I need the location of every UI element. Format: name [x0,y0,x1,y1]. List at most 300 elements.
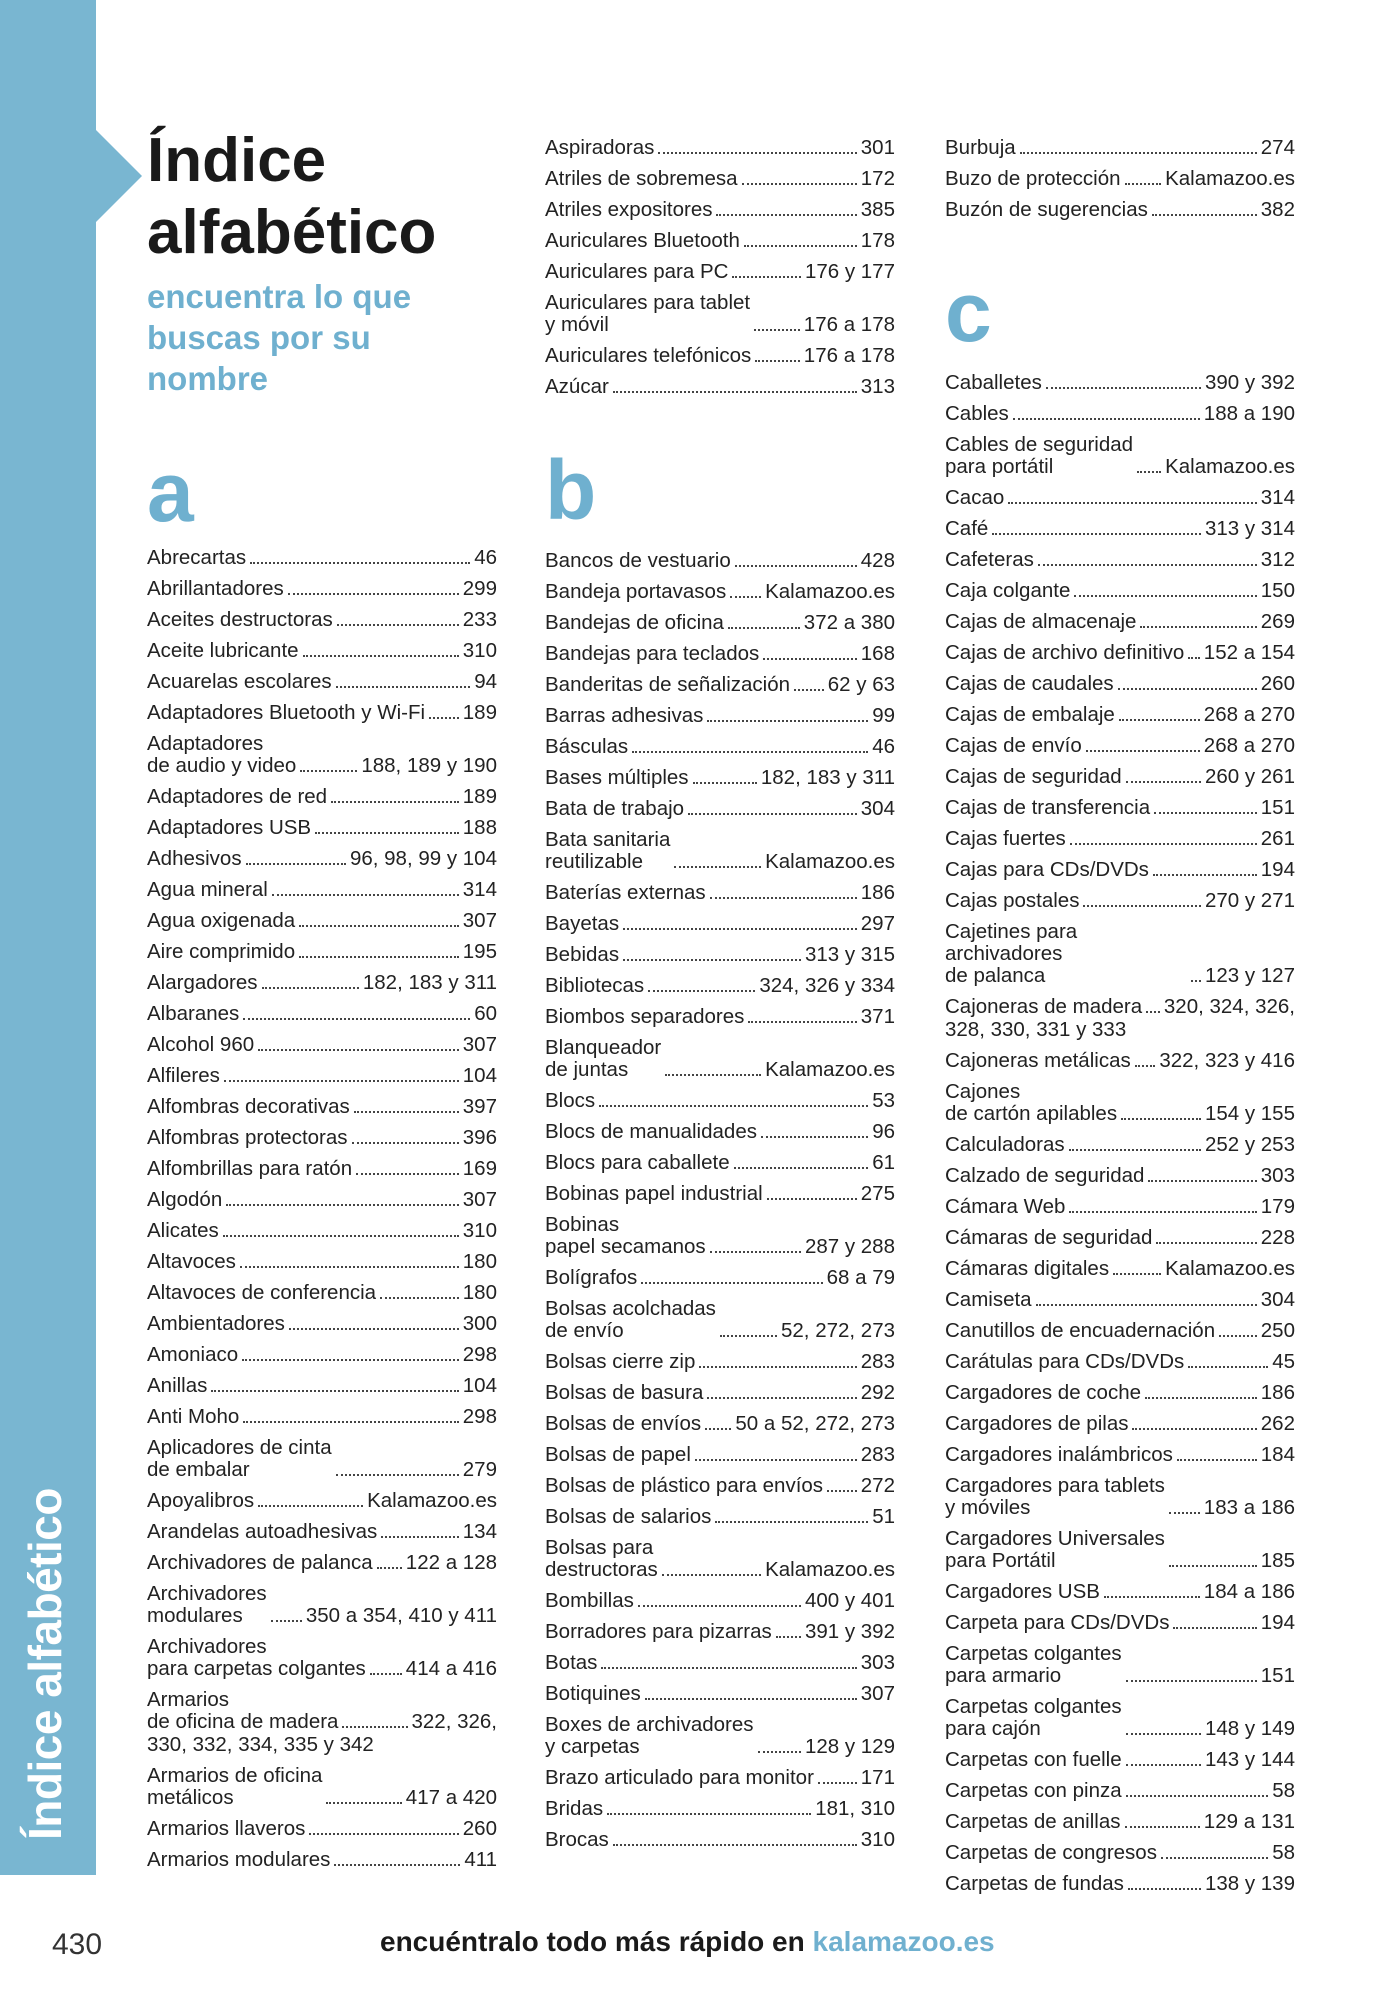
index-entry [545,195,895,226]
index-entry-page: 322, 326, [411,1710,497,1733]
index-entry [545,1148,895,1179]
index-entry-page: 397 [462,1095,497,1118]
index-entry-label: Auriculares telefónicos [545,344,752,367]
index-entry-page: 324, 326 y 334 [759,974,895,997]
index-entry-page: 188 a 190 [1203,402,1295,425]
leader-dots [1154,812,1257,814]
index-entry-label: Brocas [545,1828,609,1851]
index-entry-label: Cajas fuertes [945,827,1066,850]
leader-dots [1121,1118,1201,1120]
leader-dots [352,1142,459,1144]
index-entry-page: 250 [1260,1319,1295,1342]
index-entry [147,729,497,782]
leader-dots [1125,183,1162,185]
index-entry-label: Auriculares para tablet y móvil [545,291,751,336]
index-entry-label: Bayetas [545,912,620,935]
index-entry [545,608,895,639]
index-entry-page: 313 y 314 [1204,517,1295,540]
leader-dots [354,1111,459,1113]
index-entry-label: Agua oxigenada [147,909,296,932]
page-subtitle: encuentra lo que buscas por su nombre [147,278,412,397]
index-entry-label: Bolsas de basura [545,1381,704,1404]
index-entry-page: 228 [1260,1226,1295,1249]
index-entry-label: Básculas [545,735,629,758]
index-entry-label: Banderitas de señalización [545,673,791,696]
index-entry [945,731,1295,762]
index-entry-page: 58 [1272,1779,1295,1802]
leader-dots [1104,1596,1200,1598]
index-entry-label: Barras adhesivas [545,704,704,727]
index-entry-page: 310 [462,639,497,662]
leader-dots [300,770,357,772]
index-entry [945,1019,1295,1046]
index-entry [545,288,895,341]
leader-dots [767,1198,857,1200]
index-entry [945,1471,1295,1524]
leader-dots [699,1366,856,1368]
leader-dots [695,1459,857,1461]
index-entry [147,1548,497,1579]
leader-dots [262,987,359,989]
leader-dots [1126,1733,1201,1735]
index-entry-label: Cajoneras metálicas [945,1049,1131,1072]
index-entry-page: 122 a 128 [405,1551,497,1574]
index-entry [545,1086,895,1117]
index-entry-label: Carpetas colgantes para armario [945,1642,1122,1687]
index-entry-page: 391 y 392 [804,1620,895,1643]
index-entry [147,1814,497,1845]
index-entry [945,1046,1295,1077]
index-entry-label: Carpetas de fundas [945,1872,1124,1895]
index-entry-label: Calzado de seguridad [945,1164,1145,1187]
index-entry-page: 168 [860,642,895,665]
index-entry-label: Armarios llaveros [147,1817,306,1840]
footer-brand-link[interactable]: kalamazoo.es [812,1926,995,1957]
index-entry [545,670,895,701]
index-entry-page: Kalamazoo.es [1165,167,1295,190]
leader-dots [1145,1397,1257,1399]
index-entry-page: 46 [872,735,895,758]
index-entry-page: 143 y 144 [1204,1748,1295,1771]
index-entry-label: Cajas de archivo definitivo [945,641,1185,664]
leader-dots [429,717,459,719]
leader-dots [1118,688,1257,690]
index-entry [945,430,1295,483]
index-entry-label: Bolígrafos [545,1266,638,1289]
index-entry-label: Burbuja [945,136,1016,159]
index-entry [147,844,497,875]
index-entry-label: Atriles de sobremesa [545,167,738,190]
leader-dots [715,1521,868,1523]
footer-tagline [380,1926,995,1958]
index-entry-label: Altavoces [147,1250,236,1273]
index-entry [545,133,895,164]
section-letter-c: c [945,265,992,359]
leader-dots [1156,1242,1256,1244]
index-entry [545,940,895,971]
leader-dots [1125,1826,1200,1828]
index-entry-page: 268 a 270 [1203,703,1295,726]
index-entry-page: 270 y 271 [1204,889,1295,912]
index-entry-page: 261 [1260,827,1295,850]
index-entry-page: 312 [1260,548,1295,571]
leader-dots [1152,214,1257,216]
index-entry-label: Brazo articulado para monitor [545,1766,814,1789]
leader-dots [337,624,459,626]
index-entry [945,399,1295,430]
leader-dots [763,658,857,660]
index-entry-page: 96 [872,1120,895,1143]
leader-dots [299,956,459,958]
leader-dots [734,1167,869,1169]
index-entry-page: 151 [1260,796,1295,819]
index-entry-label: Alicates [147,1219,219,1242]
leader-dots [315,832,459,834]
index-entry-page: 171 [860,1766,895,1789]
leader-dots [613,391,857,393]
leader-dots [728,627,800,629]
index-entry-label: 330, 332, 334, 335 y 342 [147,1733,374,1756]
index-entry-label: Armarios de oficina de madera [147,1688,339,1733]
index-entry-label: Blocs [545,1089,596,1112]
index-entry [945,483,1295,514]
index-entry [945,1524,1295,1577]
index-entry-page: Kalamazoo.es [367,1489,497,1512]
index-entry [147,574,497,605]
index-entry [945,576,1295,607]
index-entry-label: Borradores para pizarras [545,1620,772,1643]
index-column-b-continued [945,133,1295,226]
index-entry-page: 307 [462,1033,497,1056]
index-entry [147,1092,497,1123]
leader-dots [1069,1149,1201,1151]
index-entry-label: Albaranes [147,1002,240,1025]
index-entry-label: Aplicadores de cinta de embalar [147,1436,332,1481]
index-entry-page: 176 a 178 [803,313,895,336]
index-entry [545,1502,895,1533]
index-entry [945,1378,1295,1409]
index-entry-label: Armarios modulares [147,1848,331,1871]
index-entry-page: 195 [462,940,497,963]
leader-dots [331,801,459,803]
index-entry [945,1285,1295,1316]
index-entry-label: Cámaras digitales [945,1257,1110,1280]
leader-dots [303,655,459,657]
leader-dots [818,1782,857,1784]
index-entry-label: Apoyalibros [147,1489,255,1512]
leader-dots [710,897,857,899]
index-entry-page: 189 [462,785,497,808]
index-entry-page: 314 [462,878,497,901]
index-entry-page: 300 [462,1312,497,1335]
index-entry-label: Buzón de sugerencias [945,198,1148,221]
index-entry-label: Bobinas papel industrial [545,1182,763,1205]
index-entry [945,514,1295,545]
index-entry [545,1179,895,1210]
index-entry-page: 400 y 401 [804,1589,895,1612]
index-entry-page: 382 [1260,198,1295,221]
index-entry-label: Altavoces de conferencia [147,1281,377,1304]
index-entry [147,636,497,667]
page-title: Índice alfabético [147,126,437,267]
index-entry [945,1223,1295,1254]
index-entry-page: 313 [860,375,895,398]
leader-dots [1173,1627,1256,1629]
leader-dots [223,1235,459,1237]
index-entry-page: 303 [860,1651,895,1674]
index-entry-label: Auriculares Bluetooth [545,229,740,252]
index-entry-page: 96, 98, 99 y 104 [349,847,497,870]
index-entry-label: Armarios de oficina metálicos [147,1764,323,1809]
leader-dots [613,1844,857,1846]
index-entry-page: 150 [1260,579,1295,602]
index-entry-label: Bombillas [545,1589,634,1612]
index-entry-label: Aceite lubricante [147,639,299,662]
index-entry [545,701,895,732]
index-entry-page: 260 y 261 [1204,765,1295,788]
index-entry-label: Bolsas cierre zip [545,1350,696,1373]
leader-dots [1153,874,1257,876]
index-entry-label: Carpetas colgantes para cajón [945,1695,1122,1740]
index-entry-label: Abrillantadores [147,577,284,600]
index-entry-page: 194 [1260,1611,1295,1634]
index-entry-page: Kalamazoo.es [765,1058,895,1081]
index-entry-page: 313 y 315 [804,943,895,966]
leader-dots [289,1328,459,1330]
leader-dots [1126,1795,1269,1797]
index-entry-label: Bandeja portavasos [545,580,727,603]
leader-dots [1135,1065,1156,1067]
index-entry-label: Ambientadores [147,1312,285,1335]
leader-dots [242,1359,459,1361]
index-entry [545,1347,895,1378]
index-entry [147,1486,497,1517]
leader-dots [309,1833,458,1835]
leader-dots [224,1080,459,1082]
index-entry-label: Bolsas de salarios [545,1505,712,1528]
index-entry [945,1316,1295,1347]
leader-dots [794,689,824,691]
index-entry-page: 279 [462,1458,497,1481]
index-entry [945,1639,1295,1692]
index-entry-label: Cargadores de pilas [945,1412,1129,1435]
leader-dots [1126,781,1201,783]
index-entry-label: Anillas [147,1374,208,1397]
index-entry-label: 328, 330, 331 y 333 [945,1018,1127,1041]
index-entry-label: Bobinas papel secamanos [545,1213,706,1258]
leader-dots [607,1813,811,1815]
leader-dots [250,562,470,564]
index-entry [545,794,895,825]
index-entry [545,1825,895,1856]
index-entry-label: Cargadores inalámbricos [945,1443,1173,1466]
index-entry [545,1378,895,1409]
index-entry-page: 260 [1260,672,1295,695]
index-entry-page: 303 [1260,1164,1295,1187]
index-entry-label: Cajas de seguridad [945,765,1122,788]
index-column-a [147,543,497,1876]
index-entry-page: 58 [1272,1841,1295,1864]
index-entry-label: Carpetas de congresos [945,1841,1157,1864]
index-entry-page: 178 [860,229,895,252]
index-entry-label: Café [945,517,989,540]
index-entry-page: 274 [1260,136,1295,159]
index-entry [545,878,895,909]
index-entry [545,1263,895,1294]
index-entry [147,813,497,844]
leader-dots [1069,1211,1256,1213]
leader-dots [744,245,857,247]
index-entry [545,1002,895,1033]
index-entry-label: Acuarelas escolares [147,670,332,693]
index-entry [545,226,895,257]
index-entry-page: 62 y 63 [827,673,895,696]
leader-dots [272,894,459,896]
index-entry-page: 252 y 253 [1204,1133,1295,1156]
index-entry [945,1254,1295,1285]
index-entry [945,669,1295,700]
index-entry-page: 320, 324, 326, [1163,995,1295,1018]
index-entry [147,1517,497,1548]
index-entry-label: Blanqueador de juntas [545,1036,662,1081]
index-entry-label: Adaptadores de audio y video [147,732,297,777]
leader-dots [1132,1428,1256,1430]
index-entry-page: 51 [872,1505,895,1528]
index-entry [147,1579,497,1632]
index-entry [945,195,1295,226]
index-entry [545,1471,895,1502]
index-entry [147,698,497,729]
leader-dots [732,276,800,278]
leader-dots [735,565,857,567]
index-entry-page: 292 [860,1381,895,1404]
index-entry-label: Boxes de archivadores y carpetas [545,1713,754,1758]
leader-dots [645,1698,857,1700]
index-entry-page: Kalamazoo.es [765,580,895,603]
leader-dots [1140,626,1256,628]
leader-dots [623,928,857,930]
index-entry [545,1409,895,1440]
index-entry [945,917,1295,992]
index-entry-page: 298 [462,1343,497,1366]
leader-dots [1036,1304,1257,1306]
leader-dots [720,1335,777,1337]
index-entry-label: Alfombrillas para ratón [147,1157,353,1180]
leader-dots [1191,980,1201,982]
index-entry-label: Bolsas de envíos [545,1412,702,1435]
leader-dots [1148,1180,1256,1182]
leader-dots [601,1667,856,1669]
index-entry-page: 275 [860,1182,895,1205]
index-entry-page: 307 [462,909,497,932]
index-entry-label: Carátulas para CDs/DVDs [945,1350,1185,1373]
index-entry-label: Biombos separadores [545,1005,745,1028]
index-entry [545,341,895,372]
index-entry [147,1433,497,1486]
index-entry-page: 297 [860,912,895,935]
footer-text: encuéntralo todo más rápido en [380,1926,805,1957]
index-entry-label: Blocs para caballete [545,1151,730,1174]
index-entry-label: Adaptadores USB [147,816,312,839]
index-entry-label: Aire comprimido [147,940,296,963]
leader-dots [1008,502,1257,504]
index-entry-label: Alfileres [147,1064,220,1087]
leader-dots [243,1421,458,1423]
index-entry-page: 61 [872,1151,895,1174]
leader-dots [1020,152,1257,154]
index-entry-label: Cargadores de coche [945,1381,1142,1404]
index-entry [545,1533,895,1586]
index-entry-page: 301 [860,136,895,159]
index-entry [945,638,1295,669]
index-entry [545,732,895,763]
index-entry [945,1807,1295,1838]
page-number: 430 [52,1928,103,1961]
index-entry-page: 182, 183 y 311 [362,971,497,994]
index-entry-page: 310 [462,1219,497,1242]
index-entry-page: 68 a 79 [826,1266,895,1289]
index-entry-label: Bata de trabajo [545,797,685,820]
index-entry [147,667,497,698]
index-entry-label: Bancos de vestuario [545,549,731,572]
sidebar-arrow-icon [96,130,142,222]
index-entry-label: Cajas de embalaje [945,703,1115,726]
index-entry-label: Aspiradoras [545,136,655,159]
index-entry [945,1130,1295,1161]
index-entry-page: 148 y 149 [1204,1717,1295,1740]
leader-dots [288,593,459,595]
index-entry [945,762,1295,793]
index-entry [945,1692,1295,1745]
index-entry-page: 390 y 392 [1204,371,1295,394]
index-entry-page: 186 [860,881,895,904]
index-entry [545,971,895,1002]
index-entry-page: 183 a 186 [1203,1496,1295,1519]
index-entry-label: Blocs de manualidades [545,1120,757,1143]
index-entry [545,164,895,195]
index-entry [147,1371,497,1402]
leader-dots [377,1567,402,1569]
index-entry-page: 307 [860,1682,895,1705]
index-entry-label: Cajas de almacenaje [945,610,1137,633]
index-entry-page: 194 [1260,858,1295,881]
leader-dots [1013,418,1200,420]
leader-dots [658,152,856,154]
index-entry-page: 299 [462,577,497,600]
index-entry [147,605,497,636]
leader-dots [599,1105,868,1107]
index-entry-label: Atriles expositores [545,198,713,221]
index-entry-page: 152 a 154 [1203,641,1295,664]
index-entry-page: 129 a 131 [1203,1810,1295,1833]
index-entry-page: 414 a 416 [405,1657,497,1680]
index-entry [147,782,497,813]
index-entry-label: Carpetas de anillas [945,1810,1121,1833]
index-entry [147,1402,497,1433]
index-entry-label: Bridas [545,1797,604,1820]
index-entry [147,543,497,574]
leader-dots [707,1397,856,1399]
index-entry [147,1632,497,1685]
index-entry-label: Bandejas para teclados [545,642,760,665]
leader-dots [342,1726,407,1728]
index-entry-label: Carpetas con fuelle [945,1748,1122,1771]
leader-dots [1126,1680,1257,1682]
section-letter-b: b [545,443,597,537]
index-entry-label: Algodón [147,1188,223,1211]
leader-dots [326,1802,401,1804]
index-entry-label: Amoniaco [147,1343,239,1366]
